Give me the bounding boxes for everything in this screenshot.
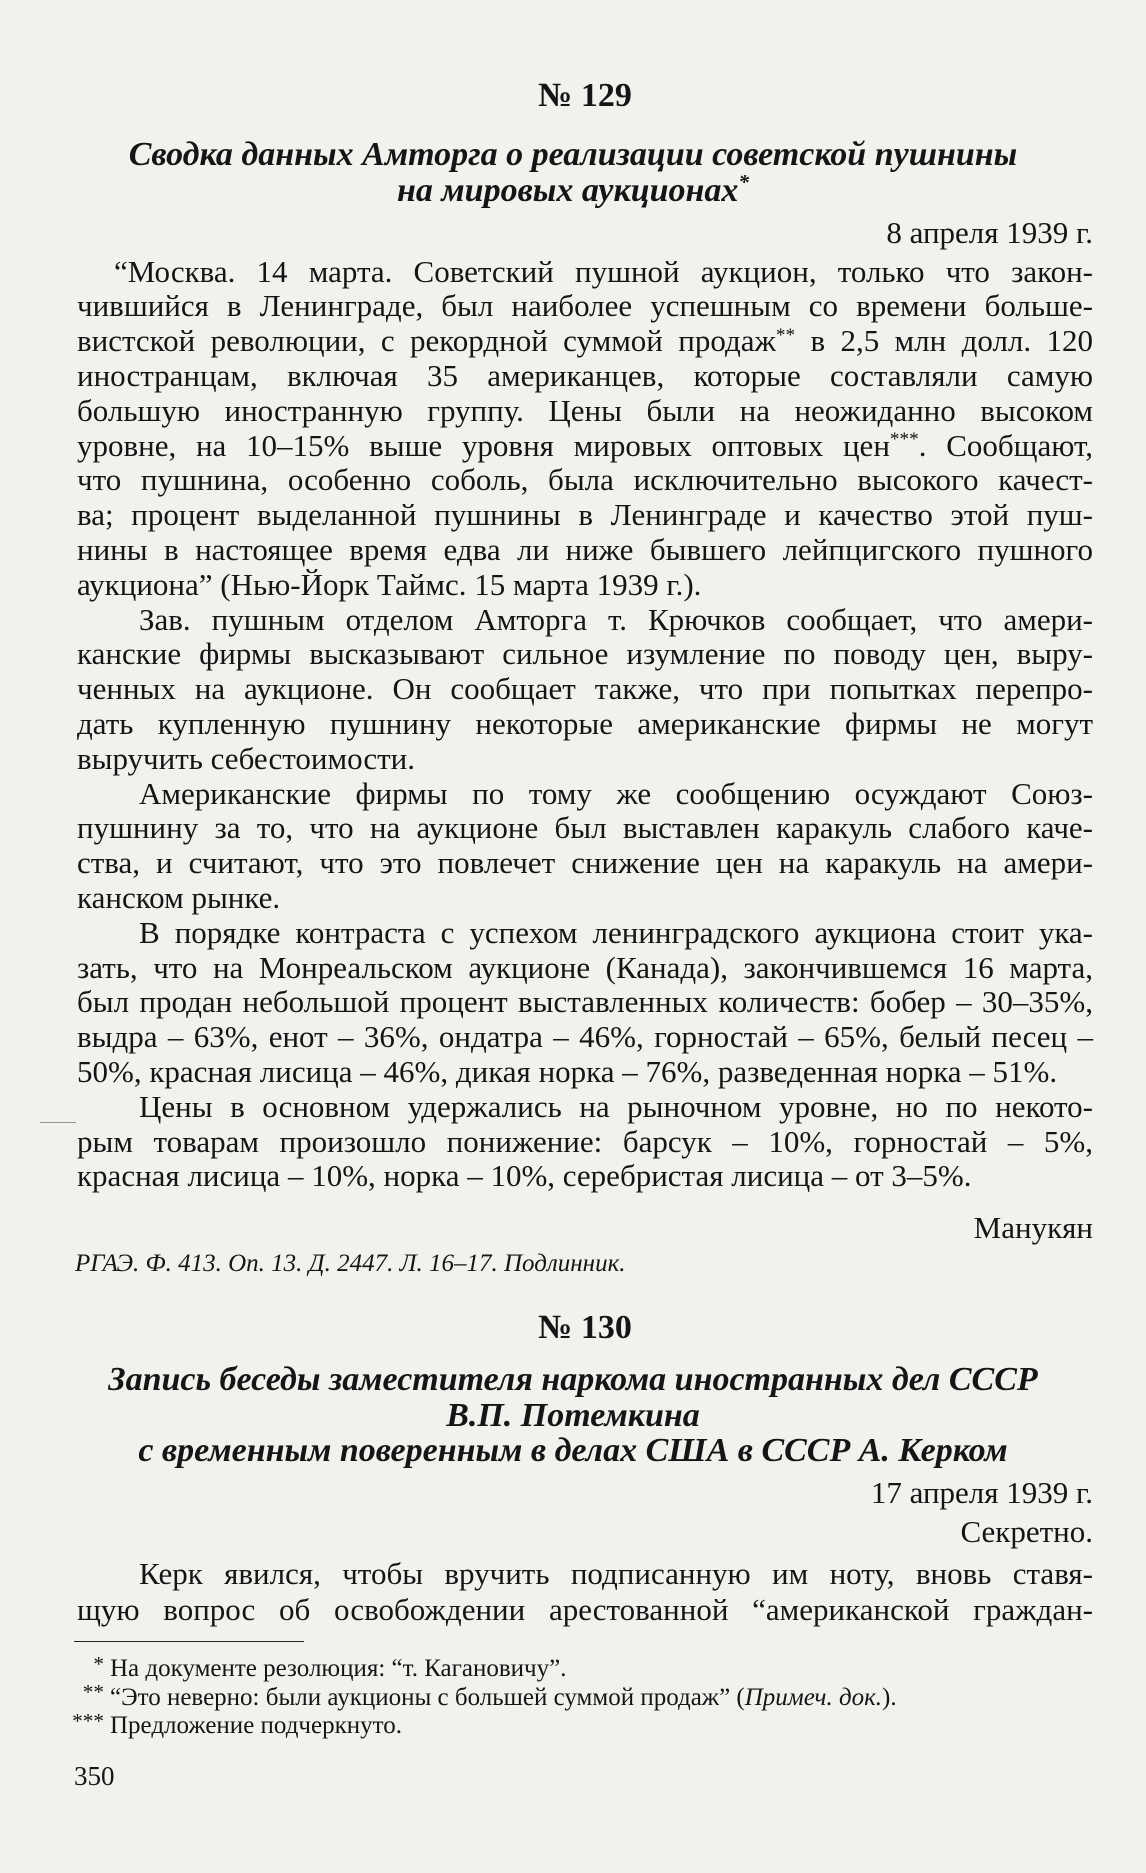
scan-artifact-line — [40, 1122, 76, 1123]
text-line: большую иностранную группу. Цены были на неожиданно высоком — [77, 392, 1093, 428]
footnote-ref: *** — [889, 429, 919, 451]
text-line: был продан небольшой процент выставленных количеств: бобер – 30–35%, — [77, 984, 1093, 1020]
footnotes — [64, 1651, 1064, 1741]
title-text: на мировых аукционах — [397, 172, 739, 209]
footnote-text: ). — [882, 1683, 897, 1711]
title-line: Сводка данных Амторга о реализации советской пушнины — [128, 136, 1018, 173]
footnote-text: На документе резолюция: “т. Кагановичу”. — [110, 1655, 567, 1682]
text-line: аукциона” (Нью-Йорк Таймс. 15 марта 1939 г.). — [77, 566, 702, 602]
text-line: чившийся в Ленинграде, был наиболее успешным со времени больше- — [77, 288, 1093, 324]
text-line — [77, 429, 1093, 464]
doc130-body — [77, 1556, 1093, 1628]
footnote — [64, 1651, 1064, 1684]
text-line: нины в настоящее время едва ли ниже бывшего лейпцигского пушного — [77, 531, 1093, 567]
paragraph — [77, 916, 1093, 1090]
title-line: В.П. Потемкина — [446, 1396, 700, 1434]
footnote-mark: * — [93, 1651, 104, 1676]
doc130-title — [0, 1362, 1146, 1469]
text-line: ченных на аукционе. Он сообщает также, что при попытках перепро- — [77, 671, 1093, 707]
text-line: иностранцам, включая 35 американцев, которые составляли самую — [77, 357, 1093, 393]
text-line: что пушнина, особенно соболь, была исключительно высокого качест- — [77, 462, 1093, 498]
text-line: рым товарам произошло понижение: барсук – 10%, горностай – 5%, — [77, 1123, 1093, 1159]
footnote-mark: *** — [72, 1708, 104, 1733]
text-line: выдра – 63%, енот – 36%, ондатра – 46%, горностай – 65%, белый песец – — [77, 1019, 1093, 1055]
doc130-date: 17 апреля 1939 г. — [870, 1475, 1093, 1510]
doc129-title — [0, 137, 1146, 209]
doc130-classification: Секретно. — [960, 1514, 1093, 1549]
doc129-body — [77, 255, 1093, 1195]
text-line: В порядке контраста с успехом ленинградского аукциона стоит ука- — [139, 914, 1093, 950]
text-line: Зав. пушным отделом Амторга т. Крючков сообщает, что амери- — [139, 601, 1093, 637]
text-line: зать, что на Монреальском аукционе (Канада), закончившемся 16 марта, — [77, 949, 1093, 985]
text-line: Керк явился, чтобы вручить подписанную им ноту, вновь ставя- — [139, 1556, 1093, 1591]
text-line: канском рынке. — [77, 879, 281, 915]
footnote-text: “Это неверно: были аукционы с большей суммой продаж” ( — [110, 1683, 745, 1711]
text-run: вистской революции, с рекордной суммой продаж — [77, 323, 776, 359]
text-line: ва; процент выделанной пушнины в Ленинграде и качество этой пуш- — [77, 497, 1093, 533]
text-line: ства, и считают, что это повлечет снижение цен на каракуль на амери- — [77, 845, 1093, 881]
paragraph — [77, 255, 1093, 603]
footnote — [64, 1680, 1064, 1713]
paragraph — [77, 603, 1093, 777]
footnote — [64, 1708, 1064, 1741]
text-line: выручить себестоимости. — [77, 740, 415, 776]
text-line: красная лисица – 10%, норка – 10%, серебристая лисица – от 3–5%. — [77, 1158, 972, 1194]
doc130-number: № 130 — [538, 1309, 632, 1346]
text-line: Американские фирмы по тому же сообщению осуждают Союз- — [139, 775, 1093, 811]
paragraph — [77, 1090, 1093, 1194]
text-run: уровне, на 10–15% выше уровня мировых оптовых цен — [77, 427, 890, 463]
text-line: Цены в основном удержались на рыночном уровне, но по некото- — [139, 1088, 1093, 1124]
title-line: с временным поверенным в делах США в СССР А. Керком — [138, 1432, 1008, 1469]
title-line: Запись беседы заместителя наркома иностранных дел СССР — [108, 1361, 1038, 1398]
text-line: “Москва. 14 марта. Советский пушной аукцион, только что закон- — [114, 253, 1093, 289]
paragraph — [77, 1556, 1093, 1628]
doc129-number: № 129 — [538, 77, 632, 114]
text-line — [77, 324, 1093, 359]
footnote-mark: ** — [82, 1680, 104, 1705]
page-number: 350 — [74, 1761, 115, 1791]
footnote-ref: * — [738, 170, 749, 195]
title-line — [0, 170, 1146, 209]
footnote-text: Предложение подчеркнуто. — [110, 1712, 402, 1739]
text-line: пушнину за то, что на аукционе был выставлен каракуль слабого каче- — [77, 810, 1093, 846]
text-line: канские фирмы высказывают сильное изумление по поводу цен, выру- — [77, 636, 1093, 672]
paragraph — [77, 777, 1093, 916]
text-run: . Сообщают, — [918, 427, 1094, 463]
doc129-source: РГАЭ. Ф. 413. Оп. 13. Д. 2447. Л. 16–17. Подлинник. — [75, 1250, 626, 1277]
text-run: в 2,5 млн долл. 120 — [795, 323, 1093, 359]
doc129-signature: Манукян — [973, 1210, 1093, 1245]
text-line: дать купленную пушнину некоторые американские фирмы не могут — [77, 705, 1093, 741]
text-line: 50%, красная лисица – 46%, дикая норка – 76%, разведенная норка – 51%. — [77, 1053, 1058, 1089]
footnote-rule — [74, 1641, 304, 1642]
doc129-date: 8 апреля 1939 г. — [886, 215, 1093, 250]
footnote-ref: ** — [775, 324, 796, 346]
text-line: щую вопрос об освобождении арестованной “американской граждан- — [77, 1592, 1093, 1627]
footnote-note: Примеч. док. — [744, 1683, 883, 1711]
